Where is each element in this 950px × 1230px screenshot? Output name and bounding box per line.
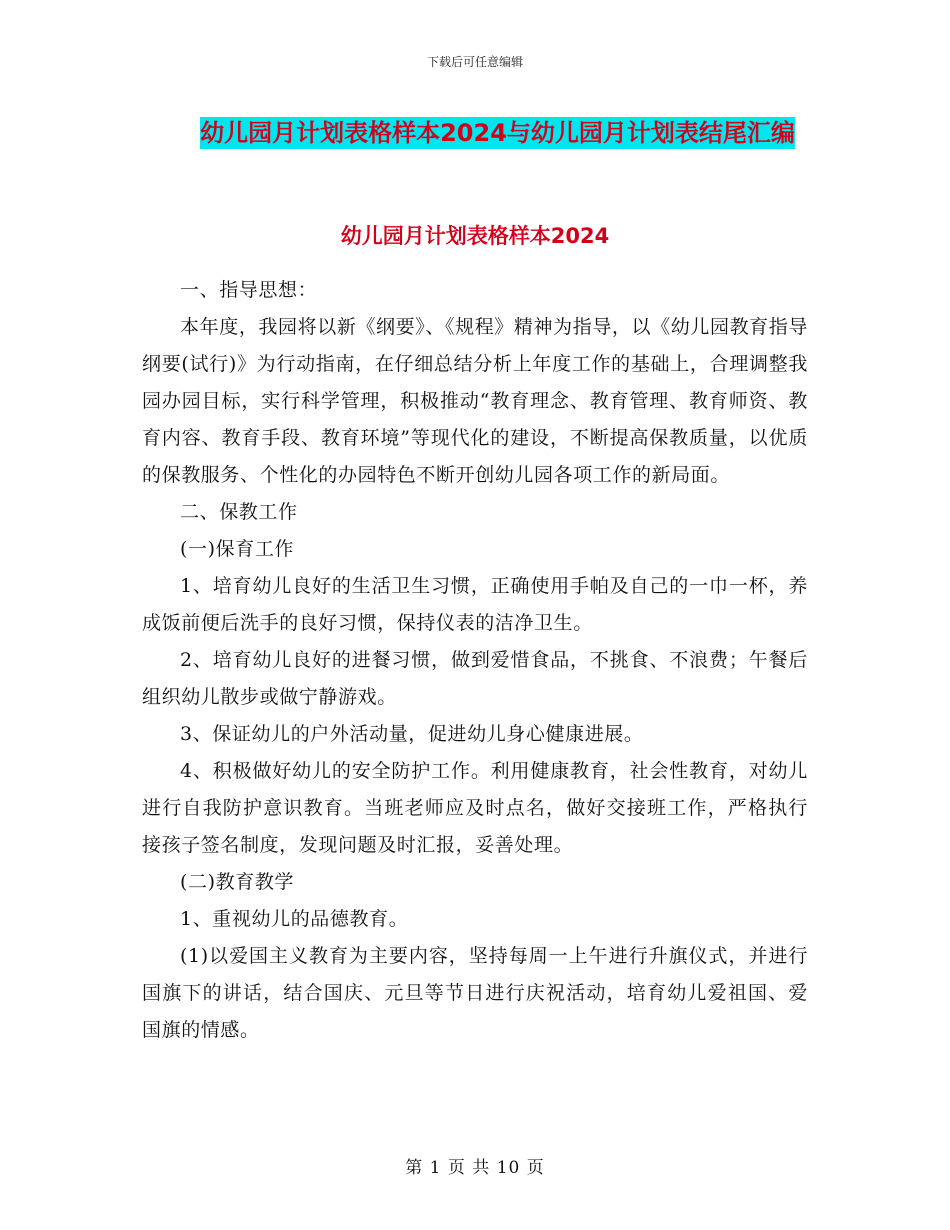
section-title: 幼儿园月计划表格样本2024	[340, 224, 610, 248]
paragraph-teaching-item-1: 1、重视幼儿的品德教育。	[180, 908, 409, 930]
paragraph-intro: 本年度，我园将以新《纲要》、《规程》精神为指导，以《幼儿园教育指导纲要(试行)》为行动指南，在仔细总结分析上年度工作的基础上，合理调整我园办园目标，实行科学管理，积极推动“教育理念、教育管理、教育师资、教育内容、教育手段、教育环境”等现代化的建设，不断提高保教质量，以优质的保教服务、个性化的办园特色不断开创幼儿园各项工作的新局面。	[142, 316, 808, 486]
heading-guiding-thought: 一、指导思想：	[180, 279, 318, 301]
subheading-care-work: (一)保育工作	[180, 538, 295, 560]
paragraph-item-4: 4、积极做好幼儿的安全防护工作。利用健康教育，社会性教育，对幼儿进行自我防护意识教育。当班老师应及时点名，做好交接班工作，严格执行接孩子签名制度，发现问题及时汇报，妥善处理。	[142, 760, 808, 856]
page-header-note: 下载后可任意编辑	[426, 55, 523, 69]
document-title	[185, 110, 810, 156]
document-title-text: 幼儿园月计划表格样本2024与幼儿园月计划表结尾汇编	[200, 119, 795, 147]
subheading-teaching: (二)教育教学	[180, 871, 295, 893]
paragraph-item-1: 1、培育幼儿良好的生活卫生习惯，正确使用手帕及自己的一巾一杯，养成饭前便后洗手的良好习惯，保持仪表的洁净卫生。	[142, 575, 808, 634]
heading-care-education: 二、保教工作	[180, 501, 298, 523]
page-footer: 第 1 页 共 10 页	[405, 1158, 545, 1178]
document-body	[142, 272, 808, 1049]
paragraph-item-3: 3、保证幼儿的户外活动量，促进幼儿身心健康进展。	[180, 723, 644, 745]
paragraph-item-2: 2、培育幼儿良好的进餐习惯，做到爱惜食品，不挑食、不浪费；午餐后组织幼儿散步或做宁静游戏。	[142, 649, 808, 708]
paragraph-teaching-item-1-1: (1)以爱国主义教育为主要内容，坚持每周一上午进行升旗仪式，并进行国旗下的讲话，结合国庆、元旦等节日进行庆祝活动，培育幼儿爱祖国、爱国旗的情感。	[142, 945, 808, 1041]
